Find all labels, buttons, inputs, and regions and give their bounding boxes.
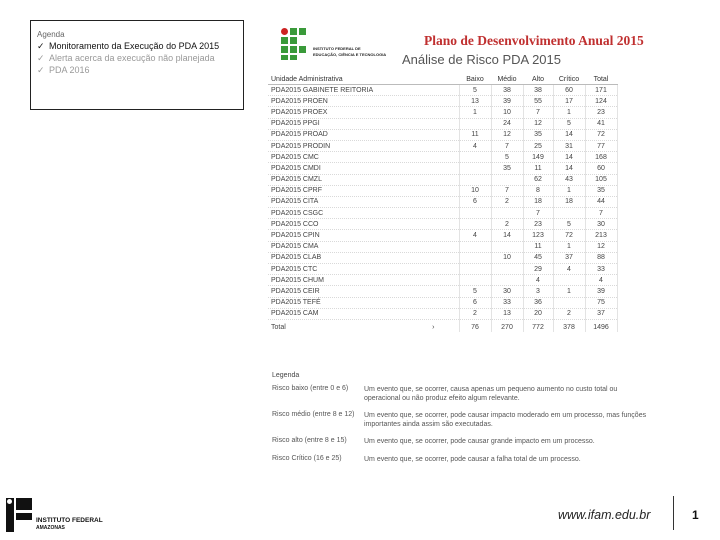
unit-name-cell: PDA2015 CMC	[268, 152, 459, 163]
value-cell: 14	[491, 230, 523, 241]
value-cell: 13	[491, 308, 523, 319]
value-cell: 7	[585, 208, 617, 219]
total-label-text: Total	[271, 323, 286, 331]
unit-name-cell: PDA2015 CLAB	[268, 252, 459, 263]
value-cell: 5	[553, 219, 585, 230]
total-cell: 76	[459, 319, 491, 332]
value-cell: 72	[553, 230, 585, 241]
legend-description: Um evento que, se ocorrer, causa apenas um pequeno aumento no custo total ou operacional ou não produz efeito algum relevante.	[364, 386, 618, 402]
value-cell: 3	[523, 286, 553, 297]
value-cell: 72	[585, 129, 617, 140]
plan-title: Plano de Desenvolvimento Anual 2015	[424, 33, 644, 48]
total-cell: 772	[523, 319, 553, 332]
value-cell: 7	[491, 185, 523, 196]
value-cell: 37	[585, 308, 617, 319]
value-cell: 4	[459, 140, 491, 151]
unit-name-cell: PDA2015 CPIN	[268, 230, 459, 241]
agenda-item-label: PDA 2016	[49, 65, 90, 75]
legend-label: Risco alto (entre 8 e 15)	[272, 437, 347, 444]
value-cell: 36	[523, 297, 553, 308]
unit-name-cell: PDA2015 CCO	[268, 219, 459, 230]
value-cell: 31	[553, 140, 585, 151]
value-cell: 62	[523, 174, 553, 185]
legend	[272, 372, 647, 481]
value-cell: 35	[523, 129, 553, 140]
value-cell: 105	[585, 174, 617, 185]
value-cell: 5	[491, 152, 523, 163]
value-cell: 168	[585, 152, 617, 163]
value-cell: 38	[491, 85, 523, 96]
value-cell: 33	[491, 297, 523, 308]
legend-item	[272, 455, 581, 481]
value-cell: 2	[553, 308, 585, 319]
legend-label: Risco Crítico (16 e 25)	[272, 455, 342, 462]
value-cell: 77	[585, 140, 617, 151]
value-cell: 1	[553, 241, 585, 252]
legend-label: Risco médio (entre 8 e 12)	[272, 411, 355, 418]
value-cell: 33	[585, 264, 617, 275]
table-row	[268, 140, 617, 151]
unit-name-cell: PDA2015 PRODIN	[268, 140, 459, 151]
value-cell: 4	[523, 275, 553, 286]
legend-item	[272, 411, 647, 437]
value-cell: 124	[585, 96, 617, 107]
logo-text-line1: INSTITUTO FEDERAL DE	[313, 46, 361, 51]
chevron-right-icon: ›	[432, 323, 435, 331]
table-row	[268, 219, 617, 230]
value-cell: 1	[553, 286, 585, 297]
unit-name-cell: PDA2015 CAM	[268, 308, 459, 319]
unit-name-cell: PDA2015 CEIR	[268, 286, 459, 297]
total-cell: 1496	[585, 319, 617, 332]
unit-name-cell: PDA2015 CHUM	[268, 275, 459, 286]
agenda-item-label: Monitoramento da Execução do PDA 2015	[49, 41, 220, 51]
value-cell: 2	[459, 308, 491, 319]
table-row	[268, 252, 617, 263]
value-cell	[491, 174, 523, 185]
value-cell: 10	[491, 107, 523, 118]
table-row	[268, 286, 617, 297]
table-row	[268, 230, 617, 241]
value-cell	[459, 241, 491, 252]
column-header: Alto	[523, 74, 553, 85]
unit-name-cell: PDA2015 PROAD	[268, 129, 459, 140]
footer-logo	[6, 498, 116, 534]
value-cell	[553, 275, 585, 286]
value-cell: 18	[523, 196, 553, 207]
value-cell: 18	[553, 196, 585, 207]
value-cell: 5	[459, 85, 491, 96]
table-row	[268, 196, 617, 207]
agenda-box	[30, 20, 244, 110]
value-cell: 10	[491, 252, 523, 263]
value-cell: 149	[523, 152, 553, 163]
legend-description: Um evento que, se ocorrer, pode causar grande impacto em um processo.	[364, 438, 595, 445]
agenda-item-label: Alerta acerca da execução não planejada	[49, 53, 215, 63]
unit-name-cell: PDA2015 PROEN	[268, 96, 459, 107]
value-cell: 44	[585, 196, 617, 207]
value-cell: 41	[585, 118, 617, 129]
value-cell: 1	[553, 107, 585, 118]
unit-name-cell: PDA2015 CSGC	[268, 208, 459, 219]
value-cell: 6	[459, 297, 491, 308]
value-cell	[459, 264, 491, 275]
footer-logo-line1: INSTITUTO FEDERAL	[36, 517, 103, 524]
value-cell: 29	[523, 264, 553, 275]
unit-name-cell: PDA2015 PPGI	[268, 118, 459, 129]
table-row	[268, 241, 617, 252]
value-cell: 7	[491, 140, 523, 151]
value-cell: 23	[523, 219, 553, 230]
column-header: Unidade Administrativa	[268, 74, 459, 85]
value-cell	[459, 152, 491, 163]
value-cell: 171	[585, 85, 617, 96]
value-cell: 2	[491, 196, 523, 207]
table-row	[268, 308, 617, 319]
column-header: Baixo	[459, 74, 491, 85]
logo-grid-icon	[281, 28, 307, 60]
value-cell	[491, 241, 523, 252]
value-cell: 14	[553, 152, 585, 163]
value-cell: 39	[491, 96, 523, 107]
table-row	[268, 264, 617, 275]
check-icon: ✓	[37, 41, 45, 51]
value-cell: 10	[459, 185, 491, 196]
value-cell: 24	[491, 118, 523, 129]
value-cell: 14	[553, 163, 585, 174]
table-row	[268, 275, 617, 286]
unit-name-cell: PDA2015 TEFÉ	[268, 297, 459, 308]
value-cell: 2	[491, 219, 523, 230]
table-row	[268, 85, 617, 96]
legend-description: Um evento que, se ocorrer, pode causar a falha total de um processo.	[364, 456, 581, 463]
value-cell	[459, 275, 491, 286]
legend-label: Risco baixo (entre 0 e 6)	[272, 385, 349, 392]
value-cell: 8	[523, 185, 553, 196]
table-row	[268, 174, 617, 185]
website-url: www.ifam.edu.br	[558, 508, 651, 522]
footer-logo-line2: AMAZONAS	[36, 525, 65, 531]
unit-name-cell: PDA2015 CTC	[268, 264, 459, 275]
total-label	[268, 319, 459, 332]
check-icon: ✓	[37, 53, 45, 63]
value-cell	[459, 252, 491, 263]
page-number: 1	[692, 508, 699, 522]
legend-item	[272, 385, 618, 411]
value-cell: 30	[491, 286, 523, 297]
value-cell: 1	[553, 185, 585, 196]
agenda-item	[37, 64, 243, 76]
table-row	[268, 129, 617, 140]
column-header: Médio	[491, 74, 523, 85]
value-cell: 38	[523, 85, 553, 96]
value-cell: 75	[585, 297, 617, 308]
value-cell: 12	[491, 129, 523, 140]
value-cell: 6	[459, 196, 491, 207]
column-header: Total	[585, 74, 617, 85]
value-cell: 4	[585, 275, 617, 286]
value-cell	[491, 275, 523, 286]
value-cell: 25	[523, 140, 553, 151]
table-body	[268, 85, 617, 320]
risk-table	[268, 74, 618, 332]
table-row	[268, 96, 617, 107]
logo-text-line2: EDUCAÇÃO, CIÊNCIA E TECNOLOGIA	[313, 52, 387, 57]
value-cell	[459, 174, 491, 185]
institute-logo	[281, 28, 389, 68]
value-cell: 45	[523, 252, 553, 263]
table-row	[268, 107, 617, 118]
table-row	[268, 208, 617, 219]
value-cell: 60	[585, 163, 617, 174]
value-cell	[459, 118, 491, 129]
table-row	[268, 152, 617, 163]
value-cell: 13	[459, 96, 491, 107]
column-header: Crítico	[553, 74, 585, 85]
value-cell: 11	[523, 163, 553, 174]
value-cell	[491, 264, 523, 275]
table-row	[268, 163, 617, 174]
total-cell: 378	[553, 319, 585, 332]
value-cell: 88	[585, 252, 617, 263]
value-cell: 4	[459, 230, 491, 241]
value-cell: 12	[523, 118, 553, 129]
table-row	[268, 118, 617, 129]
value-cell: 17	[553, 96, 585, 107]
value-cell: 11	[459, 129, 491, 140]
value-cell: 12	[585, 241, 617, 252]
table-row	[268, 297, 617, 308]
value-cell: 35	[585, 185, 617, 196]
value-cell: 123	[523, 230, 553, 241]
value-cell	[553, 208, 585, 219]
agenda-item	[37, 52, 243, 64]
unit-name-cell: PDA2015 CPRF	[268, 185, 459, 196]
value-cell: 5	[459, 286, 491, 297]
legend-description: Um evento que, se ocorrer, pode causar impacto moderado em um processo, mas funções importantes ainda assim são executadas.	[364, 412, 647, 428]
value-cell: 23	[585, 107, 617, 118]
value-cell	[553, 297, 585, 308]
value-cell: 4	[553, 264, 585, 275]
legend-title: Legenda	[272, 372, 300, 379]
value-cell: 39	[585, 286, 617, 297]
agenda-title: Agenda	[37, 30, 65, 39]
value-cell: 20	[523, 308, 553, 319]
unit-name-cell: PDA2015 PROEX	[268, 107, 459, 118]
value-cell	[459, 163, 491, 174]
value-cell: 14	[553, 129, 585, 140]
unit-name-cell: PDA2015 CMA	[268, 241, 459, 252]
value-cell: 11	[523, 241, 553, 252]
institute-mark-icon	[6, 498, 32, 532]
value-cell: 7	[523, 208, 553, 219]
unit-name-cell: PDA2015 GABINETE REITORIA	[268, 85, 459, 96]
value-cell: 55	[523, 96, 553, 107]
value-cell: 7	[523, 107, 553, 118]
value-cell: 1	[459, 107, 491, 118]
unit-name-cell: PDA2015 CMDI	[268, 163, 459, 174]
total-row	[268, 319, 617, 332]
unit-name-cell: PDA2015 CITA	[268, 196, 459, 207]
value-cell	[459, 208, 491, 219]
value-cell	[459, 219, 491, 230]
value-cell: 60	[553, 85, 585, 96]
value-cell: 35	[491, 163, 523, 174]
value-cell: 5	[553, 118, 585, 129]
value-cell: 213	[585, 230, 617, 241]
value-cell: 30	[585, 219, 617, 230]
unit-name-cell: PDA2015 CMZL	[268, 174, 459, 185]
total-cell: 270	[491, 319, 523, 332]
analysis-title: Análise de Risco PDA 2015	[402, 52, 561, 67]
divider	[673, 496, 674, 530]
value-cell: 43	[553, 174, 585, 185]
table-header-row	[268, 74, 617, 85]
value-cell	[491, 208, 523, 219]
value-cell: 37	[553, 252, 585, 263]
agenda-item	[37, 40, 243, 52]
check-icon: ✓	[37, 65, 45, 75]
legend-item	[272, 437, 595, 455]
table-row	[268, 185, 617, 196]
